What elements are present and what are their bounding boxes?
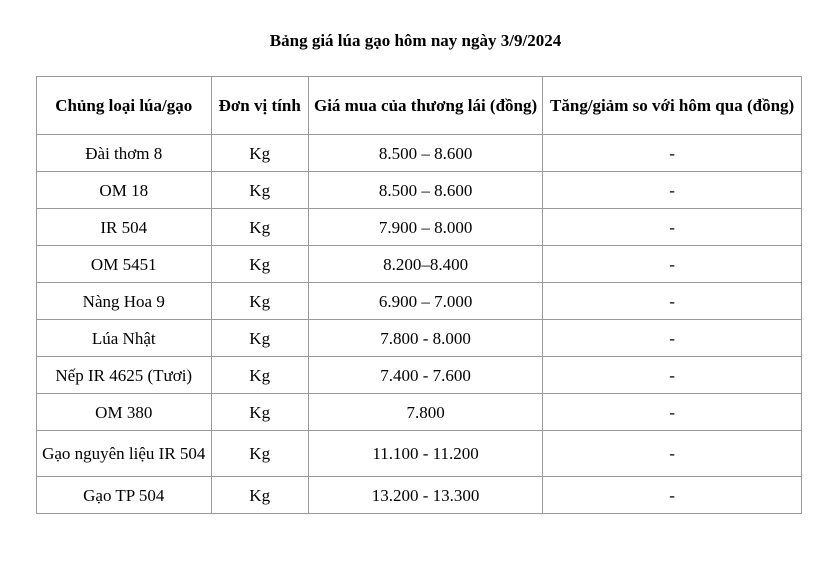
page-title: Bảng giá lúa gạo hôm nay ngày 3/9/2024	[269, 31, 562, 50]
cell-unit: Kg	[211, 431, 308, 477]
cell-change: -	[543, 172, 802, 209]
cell-change: -	[543, 209, 802, 246]
cell-change: -	[543, 477, 802, 514]
cell-unit: Kg	[211, 135, 308, 172]
cell-change: -	[543, 246, 802, 283]
cell-rice-type: Nếp IR 4625 (Tươi)	[37, 357, 212, 394]
cell-unit: Kg	[211, 246, 308, 283]
table-row	[37, 209, 802, 246]
cell-unit: Kg	[211, 477, 308, 514]
table-header-row	[37, 77, 802, 135]
cell-price: 8.500 – 8.600	[308, 135, 542, 172]
cell-unit: Kg	[211, 394, 308, 431]
table-row	[37, 135, 802, 172]
table-row	[37, 172, 802, 209]
table-row	[37, 357, 802, 394]
table-row	[37, 283, 802, 320]
cell-change: -	[543, 394, 802, 431]
header-unit: Đơn vị tính	[211, 77, 308, 135]
cell-price: 7.800	[308, 394, 542, 431]
cell-rice-type: IR 504	[37, 209, 212, 246]
cell-unit: Kg	[211, 209, 308, 246]
cell-change: -	[543, 357, 802, 394]
cell-unit: Kg	[211, 172, 308, 209]
table-row	[37, 394, 802, 431]
cell-price: 6.900 – 7.000	[308, 283, 542, 320]
rice-price-table	[36, 76, 802, 514]
cell-price: 11.100 - 11.200	[308, 431, 542, 477]
table-row	[37, 431, 802, 477]
table-row	[37, 477, 802, 514]
cell-price: 8.200–8.400	[308, 246, 542, 283]
cell-change: -	[543, 431, 802, 477]
cell-rice-type: Gạo nguyên liệu IR 504	[37, 431, 212, 477]
cell-rice-type: OM 18	[37, 172, 212, 209]
cell-rice-type: OM 5451	[37, 246, 212, 283]
cell-price: 7.900 – 8.000	[308, 209, 542, 246]
cell-rice-type: OM 380	[37, 394, 212, 431]
cell-price: 7.800 - 8.000	[308, 320, 542, 357]
cell-rice-type: Gạo TP 504	[37, 477, 212, 514]
cell-rice-type: Đài thơm 8	[37, 135, 212, 172]
header-rice-type: Chủng loại lúa/gạo	[37, 77, 212, 135]
cell-change: -	[543, 135, 802, 172]
table-row	[37, 320, 802, 357]
cell-unit: Kg	[211, 283, 308, 320]
cell-change: -	[543, 283, 802, 320]
cell-rice-type: Nàng Hoa 9	[37, 283, 212, 320]
cell-price: 13.200 - 13.300	[308, 477, 542, 514]
cell-change: -	[543, 320, 802, 357]
cell-rice-type: Lúa Nhật	[37, 320, 212, 357]
cell-price: 7.400 - 7.600	[308, 357, 542, 394]
cell-unit: Kg	[211, 320, 308, 357]
cell-unit: Kg	[211, 357, 308, 394]
header-trader-price: Giá mua của thương lái (đồng)	[308, 77, 542, 135]
cell-price: 8.500 – 8.600	[308, 172, 542, 209]
table-row	[37, 246, 802, 283]
header-change: Tăng/giảm so với hôm qua (đồng)	[543, 77, 802, 135]
